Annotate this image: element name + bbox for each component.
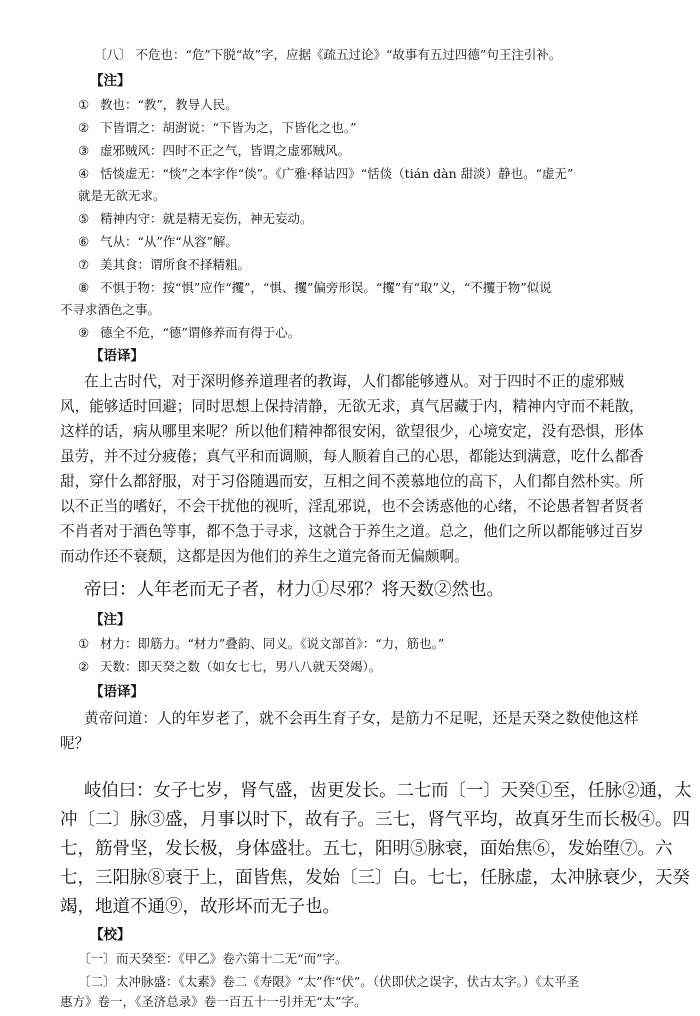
note-text: 天数：即天癸之数（如女七七，男八八就天癸竭）。 [100, 659, 382, 674]
notes-header: 【注】 [90, 612, 131, 628]
note-text: 教也：“教”，教导人民。 [100, 97, 238, 112]
emperor-question: 帝曰：人年老而无子者，材力①尽邪？将天数②然也。 [84, 580, 504, 600]
translation-line: 甜，穿什么都舒服，对于习俗随遇而安，互相之间不羡慕地位的高下，人们都自然朴实。所 [60, 473, 644, 490]
note-marker: ① [78, 97, 90, 112]
note-marker: ① [78, 636, 90, 651]
notes-header: 【注】 [90, 73, 131, 89]
translation-line: 而动作还不衰颓，这都是因为他们的养生之道完备而无偏颇啊。 [60, 548, 469, 565]
note-item [78, 282, 552, 295]
qibo-passage-line: 冲〔二〕脉③盛，月事以时下，故有子。三七，肾气平均，故真牙生而长极④。四 [60, 810, 690, 830]
translation-line: 虽劳，并不过分疲倦；真气平和而调顺，每人顺着自己的心思，都能达到满意，吃什么都香 [60, 448, 644, 465]
note-marker: ② [78, 659, 90, 674]
translation-line: 黄帝问道：人的年岁老了，就不会再生育子女，是筋力不足呢，还是天癸之数使他这样 [84, 710, 639, 727]
note-marker: ⑤ [78, 211, 90, 226]
collation-item [78, 976, 579, 989]
translation-line: 呢？ [60, 735, 90, 752]
qibo-passage-line: 七，三阳脉⑧衰于上，面皆焦，发始〔三〕白。七七，任脉虚，太冲脉衰少，天癸 [60, 868, 690, 888]
collation-note-8: 〔八〕 不危也：“危”下脱“故”字，应据《疏五过论》“故事有五过四德”句王注引补。 [94, 47, 562, 62]
note-item [78, 168, 573, 181]
collation-item [78, 953, 348, 966]
note-marker: ⑨ [78, 325, 90, 340]
translation-line: 不肖者对于酒色等事，都不急于寻求，这就合于养生之道。总之，他们之所以都能够过百岁 [60, 523, 644, 540]
note-marker: ⑦ [78, 257, 90, 272]
collation-header: 【校】 [90, 927, 131, 943]
note-continuation [78, 190, 166, 203]
note-text: 下皆谓之：胡澍说：“下皆为之，下皆化之也。” [100, 120, 357, 135]
translation-header: 【语译】 [90, 684, 144, 700]
note-item [78, 327, 300, 340]
note-marker: ④ [78, 166, 90, 181]
note-text: 材力：即筋力。“材力”叠韵、同义。《说文部首》：“力，筋也。” [100, 636, 445, 651]
translation-line: 在上古时代，对于深明修养道理者的教诲，人们都能够遵从。对于四时不正的虚邪贼 [84, 373, 624, 390]
note-item [78, 259, 250, 272]
note-text: 美其食：谓所食不择精粗。 [100, 257, 251, 272]
collation-continuation [60, 996, 367, 1009]
note-text: 恬惔虚无：“惔”之本字作“倓”。《广雅·释诂四》“恬倓（tián dàn 甜淡）静也。“虚无” [100, 166, 574, 181]
note-text: 虚邪贼风：四时不正之气，皆谓之虚邪贼风。 [100, 143, 351, 158]
note-marker: ② [78, 120, 90, 135]
note-item [78, 213, 313, 226]
collation-text: 惠方》卷一，《圣济总录》卷一百五十一引并无“太”字。 [60, 994, 367, 1009]
note-text: 德全不危，“德”谓修养而有得于心。 [100, 325, 301, 340]
note-item [78, 99, 238, 112]
note-text: 精神内守：就是精无妄伤，神无妄动。 [100, 211, 313, 226]
collation-text: 太冲脉盛：《太素》卷二《寿限》“太”作“伏”。（伏即伏之误字，伏古太字。）《太平圣 [116, 974, 580, 989]
note-item [78, 638, 444, 651]
translation-header: 【语译】 [90, 348, 144, 364]
translation-line: 以不正当的嗜好，不会干扰他的视听，淫乱邪说，也不会诱惑他的心绪，不论愚者智者贤者 [60, 498, 644, 515]
note-item [78, 145, 350, 158]
note-item [78, 122, 357, 135]
note-marker: ⑧ [78, 280, 90, 295]
note-text: 不寻求酒色之事。 [60, 302, 161, 317]
qibo-passage-line: 岐伯曰：女子七岁，肾气盛，齿更发长。二七而〔一〕天癸①至，任脉②通，太 [84, 781, 692, 801]
collation-marker: 〔一〕 [78, 951, 116, 966]
note-text: 气从：“从”作“从容”解。 [100, 234, 239, 249]
translation-line: 这样的话，病从哪里来呢？所以他们精神都很安闲，欲望很少，心境安定，没有恐惧，形体 [60, 423, 644, 440]
note-item [78, 236, 238, 249]
collation-marker: 〔二〕 [78, 974, 116, 989]
note-item [78, 661, 381, 674]
qibo-passage-line: 竭，地道不通⑨，故形坏而无子也。 [60, 897, 340, 917]
qibo-passage-line: 七，筋骨坚，发长极，身体盛壮。五七，阳明⑤脉衰，面始焦⑥，发始堕⑦。六 [60, 839, 673, 859]
note-marker: ③ [78, 143, 90, 158]
note-continuation [60, 304, 160, 317]
note-text: 就是无欲无求。 [78, 188, 166, 203]
translation-line: 风，能够适时回避；同时思想上保持清静，无欲无求，真气居藏于内，精神内守而不耗散， [60, 398, 644, 415]
note-text: 不惧于物：按“惧”应作“攫”，“惧、攫”偏旁形误。“攫”有“取”义，“不攫于物”似说 [100, 280, 552, 295]
collation-text: 而天癸至：《甲乙》卷六第十二无“而”字。 [116, 951, 348, 966]
note-marker: ⑥ [78, 234, 90, 249]
